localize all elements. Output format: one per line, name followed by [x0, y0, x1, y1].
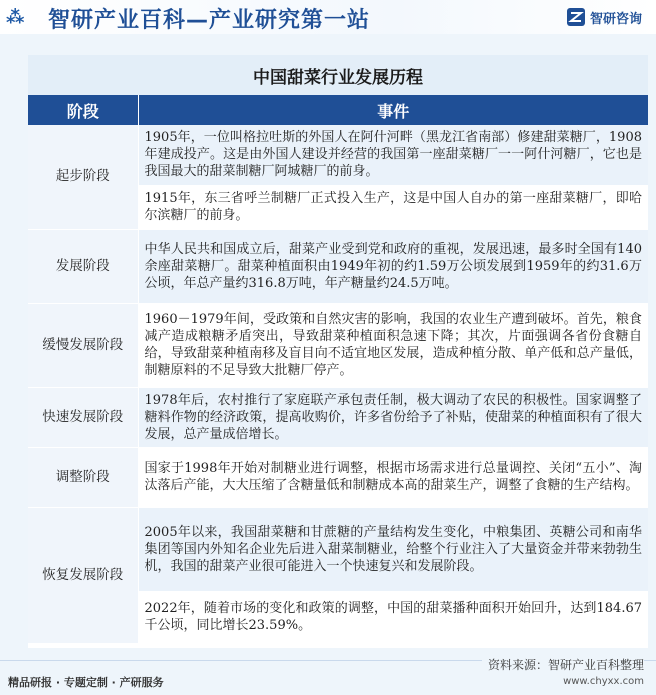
title-bar	[28, 55, 648, 95]
event-cell: 1905年，一位叫格拉吐斯的外国人在阿什河畔（黑龙江省南部）修建甜菜糖厂，1908年建成投产。这是由外国人建设并经营的我国第一座甜菜糖厂一一阿什河糖厂，它也是我国最大的甜菜制糖厂阿城糖厂的前身。	[138, 125, 648, 185]
column-header-event: 事件	[138, 95, 648, 125]
event-cell: 1978年后，农村推行了家庭联产承包责任制，极大调动了农民的积极性。国家调整了糖料作物的经济政策，提高收购价，许多省份给予了补贴，使甜菜的种植面积有了很大发展，总产量成倍增长。	[138, 387, 648, 447]
footer-tagline: 精品研报 · 专题定制 · 产研服务	[8, 676, 164, 689]
footer-site-link[interactable]: www.chyxx.com	[563, 676, 644, 687]
event-cell: 国家于1998年开始对制糖业进行调整，根据市场需求进行总量调控、关闭“五小”、淘汰落后产能，大大压缩了含糖量低和制糖成本高的甜菜生产，调整了食糖的生产结构。	[138, 447, 648, 507]
phase-cell: 恢复发展阶段	[28, 507, 138, 643]
table-row	[28, 387, 648, 447]
event-cell: 2022年，随着市场的变化和政策的调整，中国的甜菜播种面积开始回升，达到184.67千公顷，同比增长23.59%。	[138, 591, 648, 643]
phase-cell: 调整阶段	[28, 447, 138, 507]
event-cell: 1915年，东三省呼兰制糖厂正式投入生产，这是中国人自办的第一座甜菜糖厂，即哈尔滨糖厂的前身。	[138, 185, 648, 229]
page-title: 中国甜菜行业发展历程	[253, 67, 423, 88]
column-header-phase: 阶段	[28, 95, 138, 125]
header-title: 智研产业百科—产业研究第一站	[48, 8, 371, 33]
header-logo-mark: ⁂	[6, 7, 23, 28]
phase-cell: 缓慢发展阶段	[28, 303, 138, 387]
timeline-table	[28, 95, 648, 644]
header-bar	[0, 0, 656, 34]
table-body	[28, 125, 648, 643]
event-cell: 中华人民共和国成立后，甜菜产业受到党和政府的重视，发展迅速，最多时全国有140余座甜菜糖厂。甜菜种植面积由1949年初的约1.59万公顷发展到1959年的约31.6万公顷，年总产量约316.8万吨，年产糖量约24.5万吨。	[138, 229, 648, 303]
brand-name: 智研咨询	[589, 11, 642, 27]
brand[interactable]	[566, 7, 642, 27]
timeline-card	[28, 55, 648, 648]
source-note: 资料来源：智研产业百科整理	[482, 656, 644, 673]
phase-cell: 起步阶段	[28, 125, 138, 229]
table-header-row	[28, 95, 648, 125]
table-row	[28, 229, 648, 303]
event-cell: 1960－1979年间，受政策和自然灾害的影响，我国的农业生产遭到破坏。首先，粮食减产造成粮糖矛盾突出，导致甜菜种植面积急速下降；其次，片面强调各省份食糖自给，导致甜菜种植南移及盲目向不适宜地区发展，造成种植分散、单产低和总产量低，制糖原料的不足导致大批糖厂停产。	[138, 303, 648, 387]
table-row	[28, 303, 648, 387]
event-cell: 2005年以来，我国甜菜糖和甘蔗糖的产量结构发生变化，中粮集团、英糖公司和南华集团等国内外知名企业先后进入甜菜制糖业，给整个行业注入了大量资金并带来勃勃生机，我国的甜菜产业很可能进入一个快速复兴和发展阶段。	[138, 507, 648, 591]
phase-cell: 快速发展阶段	[28, 387, 138, 447]
table-row	[28, 125, 648, 185]
brand-logo-icon	[566, 7, 586, 27]
phase-cell: 发展阶段	[28, 229, 138, 303]
table-row	[28, 447, 648, 507]
table-row	[28, 507, 648, 591]
